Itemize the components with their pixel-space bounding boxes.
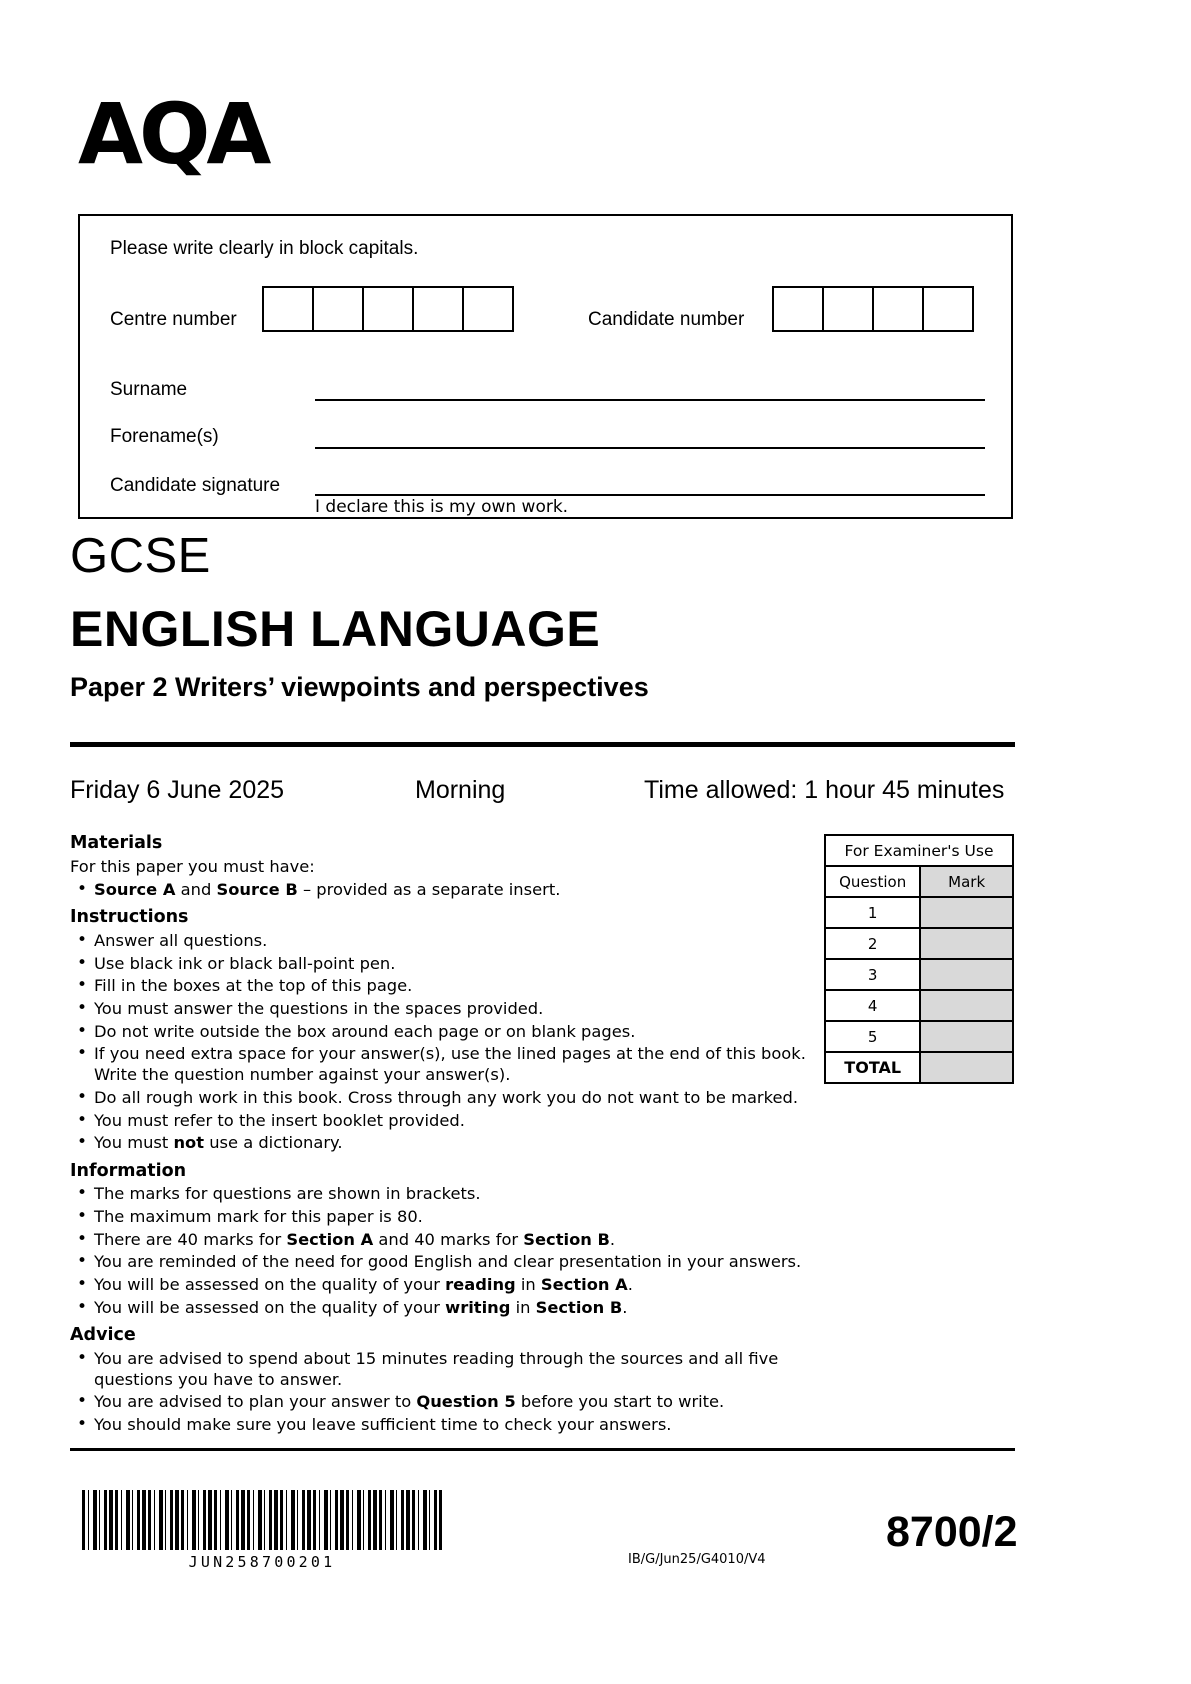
list-item: • You are advised to spend about 15 minutes reading through the sources and all five questions you have to answer. [94, 1348, 810, 1390]
list-item: • Use black ink or black ball-point pen. [94, 953, 810, 974]
list-item: • You are advised to plan your answer to Question 5 before you start to write. [94, 1391, 810, 1412]
list-item: • If you need extra space for your answer(s), use the lined pages at the end of this book. Write the question number against your answer(s). [94, 1043, 810, 1085]
instructions-heading: Instructions [70, 907, 189, 928]
list-item: • The marks for questions are shown in brackets. [94, 1183, 810, 1204]
list-item: • Source A and Source B – provided as a separate insert. [94, 879, 810, 900]
table-row [825, 1052, 1013, 1083]
mark-entry[interactable] [920, 928, 1013, 959]
table-row [825, 990, 1013, 1021]
divider-bottom [70, 1448, 1015, 1451]
list-item: • Fill in the boxes at the top of this page. [94, 975, 810, 996]
materials-lead: For this paper you must have: [70, 856, 315, 876]
candidate-signature-input[interactable] [315, 494, 985, 496]
column-header-question: Question [825, 866, 920, 897]
declaration-text: I declare this is my own work. [315, 497, 569, 517]
surname-label: Surname [110, 379, 188, 400]
question-number: 3 [825, 959, 920, 990]
table-row [825, 866, 1013, 897]
table-row [825, 835, 1013, 866]
advice-heading: Advice [70, 1324, 136, 1345]
information-heading: Information [70, 1160, 187, 1181]
paper-title: Paper 2 Writers’ viewpoints and perspectives [70, 672, 649, 702]
candidate-number-digit[interactable] [872, 286, 924, 332]
column-header-mark: Mark [920, 866, 1013, 897]
list-item: • Answer all questions. [94, 930, 810, 951]
list-item: • The maximum mark for this paper is 80. [94, 1206, 810, 1227]
total-label: TOTAL [825, 1052, 920, 1083]
instructions-list [70, 930, 810, 1154]
candidate-number-digit[interactable] [822, 286, 874, 332]
list-item: • Do not write outside the box around each page or on blank pages. [94, 1021, 810, 1042]
list-item: • You are reminded of the need for good English and clear presentation in your answers. [94, 1251, 810, 1272]
candidate-number-digit[interactable] [772, 286, 824, 332]
centre-number-digit[interactable] [262, 286, 314, 332]
list-item: • Do all rough work in this book. Cross through any work you do not want to be marked. [94, 1087, 810, 1108]
candidate-number-label: Candidate number [588, 309, 745, 330]
mark-entry[interactable] [920, 897, 1013, 928]
exam-date: Friday 6 June 2025 [70, 776, 285, 804]
question-number: 1 [825, 897, 920, 928]
examiner-table-title: For Examiner's Use [825, 835, 1013, 866]
subject-title: ENGLISH LANGUAGE [70, 601, 601, 657]
list-item: • There are 40 marks for Section A and 40 marks for Section B. [94, 1229, 810, 1250]
surname-input[interactable] [315, 399, 985, 401]
instructions-column [70, 832, 810, 1441]
table-row [825, 1021, 1013, 1052]
centre-number-label: Centre number [110, 309, 237, 330]
barcode-image [82, 1490, 442, 1550]
question-number: 5 [825, 1021, 920, 1052]
candidate-details-box [78, 214, 1013, 519]
materials-list [70, 879, 810, 900]
forenames-label: Forename(s) [110, 426, 219, 447]
candidate-number-input[interactable] [772, 286, 974, 332]
exam-session: Morning [415, 776, 506, 804]
centre-number-digit[interactable] [312, 286, 364, 332]
centre-number-input[interactable] [262, 286, 514, 332]
list-item: • You will be assessed on the quality of your reading in Section A. [94, 1274, 810, 1295]
list-item: • You should make sure you leave sufficient time to check your answers. [94, 1414, 810, 1435]
candidate-signature-label: Candidate signature [110, 475, 281, 496]
table-row [825, 897, 1013, 928]
ib-reference-code: IB/G/Jun25/G4010/V4 [628, 1552, 766, 1567]
table-row [825, 959, 1013, 990]
block-capitals-instruction: Please write clearly in block capitals. [110, 238, 419, 259]
exam-time-allowed: Time allowed: 1 hour 45 minutes [644, 776, 1005, 804]
total-mark-entry[interactable] [920, 1052, 1013, 1083]
mark-entry[interactable] [920, 959, 1013, 990]
paper-code: 8700/2 [886, 1508, 1018, 1556]
divider-top [70, 742, 1015, 747]
information-list [70, 1183, 810, 1318]
mark-entry[interactable] [920, 1021, 1013, 1052]
advice-list [70, 1348, 810, 1436]
table-row [825, 928, 1013, 959]
qualification-title: GCSE [70, 529, 211, 583]
list-item: • You must not use a dictionary. [94, 1132, 810, 1153]
barcode [82, 1490, 442, 1571]
forenames-input[interactable] [315, 447, 985, 449]
barcode-number: JUN258700201 [188, 1553, 336, 1571]
list-item: • You must answer the questions in the spaces provided. [94, 998, 810, 1019]
mark-entry[interactable] [920, 990, 1013, 1021]
examiner-use-table [824, 834, 1014, 1084]
candidate-number-digit[interactable] [922, 286, 974, 332]
materials-heading: Materials [70, 833, 163, 853]
list-item: • You must refer to the insert booklet provided. [94, 1110, 810, 1131]
centre-number-digit[interactable] [412, 286, 464, 332]
aqa-logo: AQA [78, 85, 268, 183]
centre-number-digit[interactable] [462, 286, 514, 332]
centre-number-digit[interactable] [362, 286, 414, 332]
question-number: 2 [825, 928, 920, 959]
list-item: • You will be assessed on the quality of your writing in Section B. [94, 1297, 810, 1318]
question-number: 4 [825, 990, 920, 1021]
